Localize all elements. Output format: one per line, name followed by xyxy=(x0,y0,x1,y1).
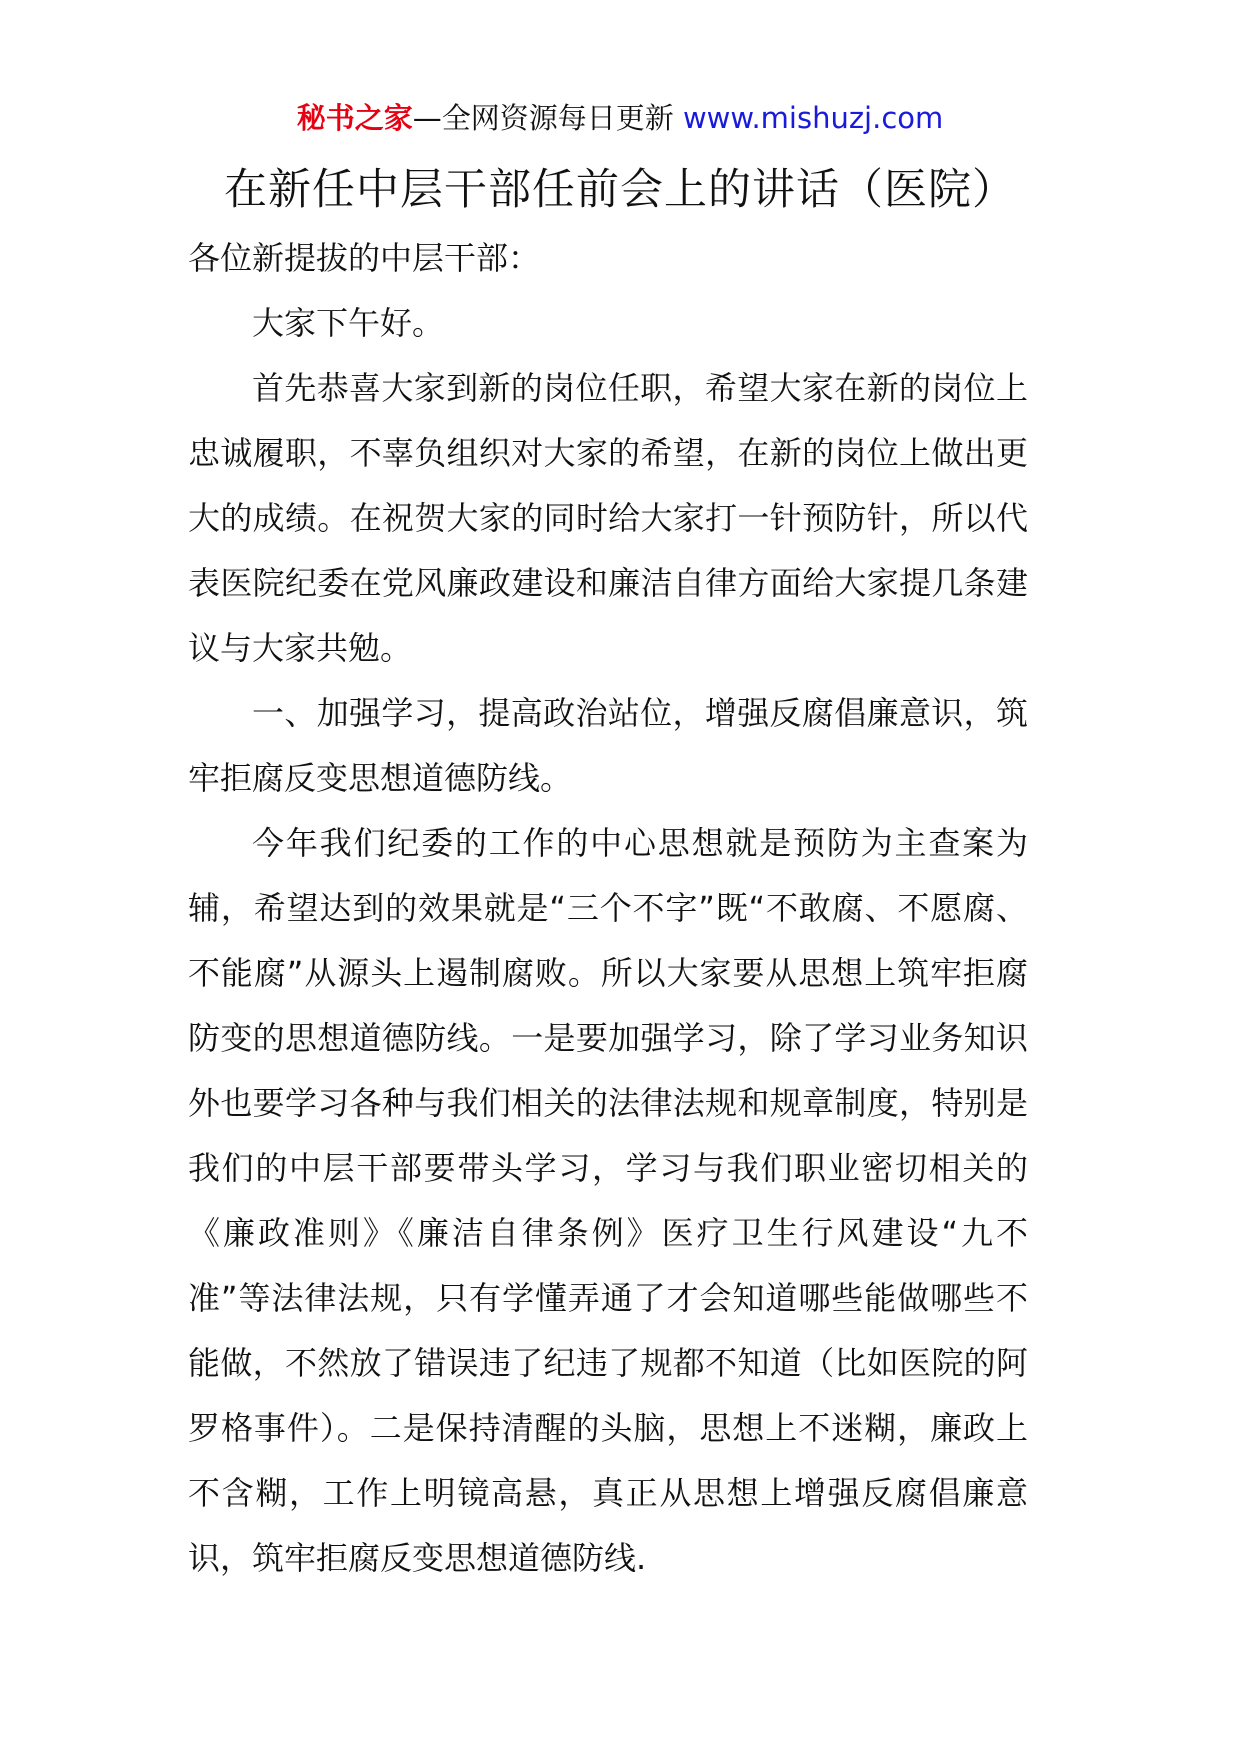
paragraph-greeting: 大家下午好。 xyxy=(252,304,445,342)
document-title: 在新任中层干部任前会上的讲话（医院） xyxy=(224,165,1016,215)
salutation: 各位新提拔的中层干部： xyxy=(188,239,541,277)
header-tagline: —全网资源每日更新 xyxy=(412,101,674,135)
section-heading-1: 一、加强学习，提高政治站位，增强反腐倡廉意识，筑牢拒腐反变思想道德防线。 xyxy=(188,694,1028,797)
site-url-link[interactable]: www.mishuzj.com xyxy=(682,101,944,135)
paragraph-section-1: 今年我们纪委的工作的中心思想就是预防为主查案为辅，希望达到的效果就是“三个不字”既“不敢腐、不愿腐、不能腐”从源头上遏制腐败。所以大家要从思想上筑牢拒腐防变的思想道德防线。一是要加强学习，除了学习业务知识外也要学习各种与我们相关的法律法规和规章制度，特别是我们的中层干部要带头学习，学习与我们职业密切相关的《廉政准则》《廉洁自律条例》医疗卫生行风建设“九不准”等法律法规，只有学懂弄通了才会知道哪些能做哪些不能做，不然放了错误违了纪违了规都不知道（比如医院的阿罗格事件）。二是保持清醒的头脑，思想上不迷糊，廉政上不含糊，工作上明镜高悬，真正从思想上增强反腐倡廉意识，筑牢拒腐反变思想道德防线. xyxy=(188,824,1028,1577)
paragraph-intro: 首先恭喜大家到新的岗位任职，希望大家在新的岗位上忠诚履职，不辜负组织对大家的希望，在新的岗位上做出更大的成绩。在祝贺大家的同时给大家打一针预防针，所以代表医院纪委在党风廉政建设和廉洁自律方面给大家提几条建议与大家共勉。 xyxy=(188,369,1028,667)
site-header xyxy=(0,98,1240,138)
document-body xyxy=(188,226,1028,1591)
brand-name: 秘书之家 xyxy=(296,101,413,135)
